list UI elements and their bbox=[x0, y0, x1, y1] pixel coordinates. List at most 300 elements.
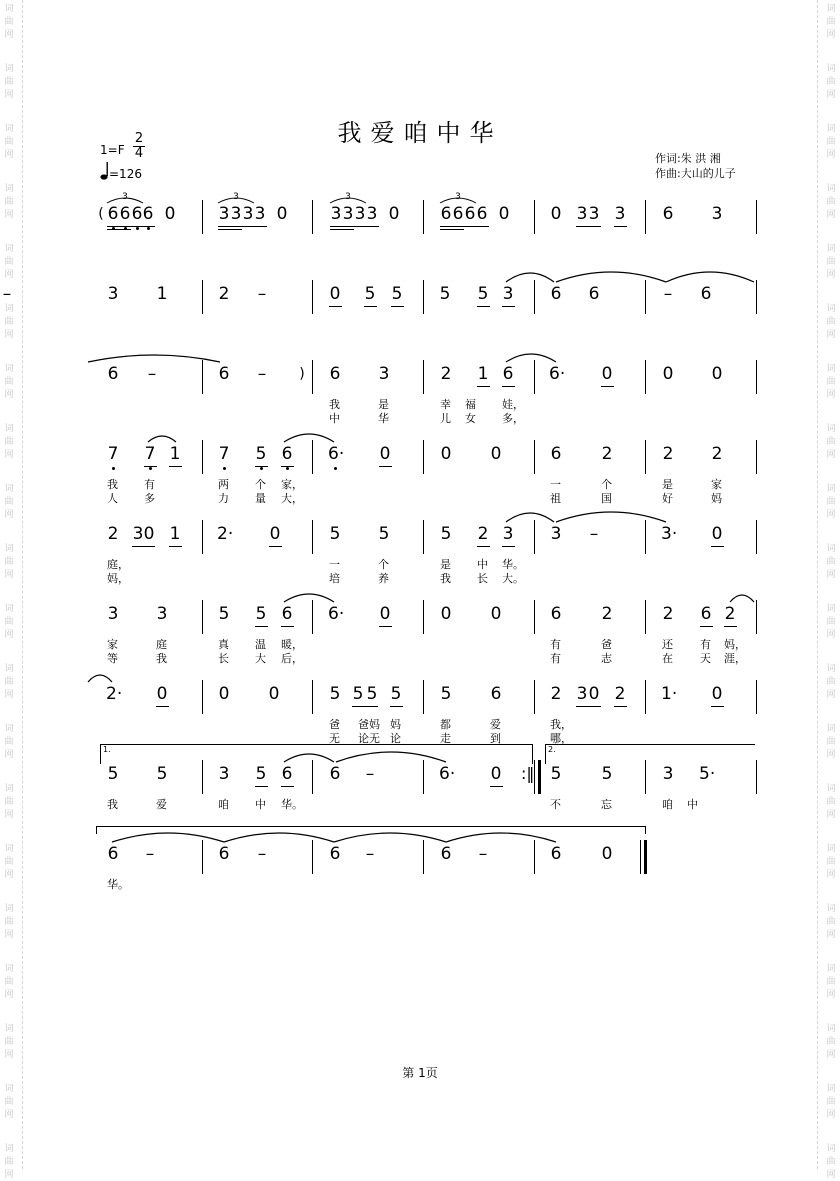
note-digit: 0 bbox=[490, 764, 502, 784]
lyric-syllable: 志 bbox=[601, 652, 612, 665]
lyric-syllable: 我 bbox=[329, 398, 340, 411]
note-digit: 1 bbox=[156, 284, 168, 304]
watermark-char: 词 bbox=[4, 4, 14, 14]
note-digit: 6 bbox=[662, 204, 674, 224]
watermark-char: 词 bbox=[826, 604, 836, 614]
note-digit: 6 bbox=[329, 764, 341, 784]
note-digit: ( bbox=[98, 206, 104, 222]
watermark-char: 曲 bbox=[4, 1097, 14, 1107]
note-digit: 2 bbox=[724, 604, 736, 624]
lyric-syllable: 咱 bbox=[218, 798, 229, 811]
lyric-syllable: 个 bbox=[601, 478, 612, 491]
lyric-syllable: 中 bbox=[329, 412, 340, 425]
note-digit: 5 bbox=[390, 684, 402, 704]
note-digit: 0 bbox=[711, 524, 723, 544]
note-digit: 3 bbox=[330, 204, 342, 224]
note-digit: 6 bbox=[588, 284, 600, 304]
watermark-char: 词 bbox=[4, 304, 14, 314]
watermark-char: 网 bbox=[4, 870, 14, 880]
note-digit: 0 bbox=[218, 684, 230, 704]
note-digit: 6 bbox=[329, 364, 341, 384]
note-digit: 6 bbox=[550, 844, 562, 864]
slur-arc bbox=[506, 354, 556, 362]
note-digit: 3 bbox=[614, 204, 626, 224]
lyric-syllable: 量 bbox=[255, 492, 266, 505]
watermark-char: 词 bbox=[4, 964, 14, 974]
lyric-syllable: 娃， bbox=[502, 398, 524, 411]
note-digit: 6 bbox=[550, 604, 562, 624]
note-digit: 5 bbox=[218, 604, 230, 624]
watermark-char: 网 bbox=[826, 510, 836, 520]
note-digit: 5 bbox=[439, 284, 451, 304]
note-digit: 7 bbox=[107, 444, 119, 464]
watermark-char: 曲 bbox=[4, 377, 14, 387]
lyric-syllable: 我 bbox=[107, 798, 118, 811]
lyric-syllable: 华。 bbox=[107, 878, 129, 891]
note-digit: ) bbox=[299, 366, 305, 382]
slur-arc bbox=[88, 675, 112, 682]
lyric-syllable: 养 bbox=[378, 572, 389, 585]
note-digit: 6· bbox=[549, 364, 566, 384]
note-digit: 0 bbox=[379, 604, 391, 624]
watermark-char: 网 bbox=[826, 570, 836, 580]
note-digit: – bbox=[147, 364, 157, 384]
watermark-char: 曲 bbox=[826, 377, 836, 387]
watermark-char: 曲 bbox=[4, 497, 14, 507]
lyric-syllable: 涯， bbox=[724, 652, 746, 665]
watermark-char: 词 bbox=[826, 964, 836, 974]
note-digit: 3 bbox=[218, 204, 230, 224]
lyric-syllable: 庭， bbox=[107, 558, 129, 571]
note-digit: 5 bbox=[391, 284, 403, 304]
watermark-char: 词 bbox=[826, 844, 836, 854]
watermark-char: 曲 bbox=[826, 197, 836, 207]
triplet-mark: 3 bbox=[233, 192, 239, 202]
lyric-syllable: 华。 bbox=[502, 558, 524, 571]
note-digit: 3 bbox=[254, 204, 266, 224]
watermark-char: 词 bbox=[4, 1144, 14, 1154]
lyric-syllable: 家 bbox=[711, 478, 722, 491]
lyric-syllable: 论 bbox=[390, 732, 401, 745]
note-digit: 0 bbox=[601, 364, 613, 384]
watermark-char: 词 bbox=[4, 664, 14, 674]
note-digit: 6 bbox=[550, 284, 562, 304]
key-signature: 1=F bbox=[100, 143, 125, 157]
watermark-char: 网 bbox=[826, 30, 836, 40]
note-digit: 3 bbox=[132, 524, 144, 544]
meter-top: 2 bbox=[134, 131, 144, 146]
note-digit: 2· bbox=[217, 524, 234, 544]
triplet-mark: 3 bbox=[122, 192, 128, 202]
slur-arc bbox=[446, 833, 556, 842]
slur-arc bbox=[556, 272, 666, 282]
note-digit: 6 bbox=[218, 844, 230, 864]
watermark-char: 网 bbox=[4, 750, 14, 760]
watermark-char: 曲 bbox=[826, 797, 836, 807]
lyric-syllable: 多， bbox=[502, 412, 524, 425]
watermark-char: 曲 bbox=[4, 257, 14, 267]
watermark-char: 曲 bbox=[4, 617, 14, 627]
note-digit: 6 bbox=[281, 764, 293, 784]
watermark-char: 网 bbox=[4, 90, 14, 100]
note-digit: 6· bbox=[328, 604, 345, 624]
lyric-syllable: 是 bbox=[378, 398, 389, 411]
volta-label-2: 2. bbox=[548, 745, 556, 754]
lyric-syllable: 我 bbox=[440, 572, 451, 585]
note-digit: 5 bbox=[255, 604, 267, 624]
watermark-char: 词 bbox=[826, 64, 836, 74]
note-digit: – bbox=[589, 524, 599, 544]
lyric-syllable: 爸 bbox=[601, 638, 612, 651]
watermark-char: 词 bbox=[826, 244, 836, 254]
note-digit: 0 bbox=[588, 684, 600, 704]
note-digit: 5 bbox=[255, 444, 267, 464]
watermark-char: 网 bbox=[826, 810, 836, 820]
note-digit: 6 bbox=[476, 204, 488, 224]
lyric-syllable: 都 bbox=[440, 718, 451, 731]
note-digit: 3 bbox=[711, 204, 723, 224]
lyric-syllable: 幸 bbox=[440, 398, 451, 411]
watermark-char: 网 bbox=[826, 1050, 836, 1060]
watermark-char: 曲 bbox=[4, 317, 14, 327]
watermark-char: 网 bbox=[4, 1170, 14, 1180]
watermark-char: 曲 bbox=[826, 737, 836, 747]
watermark-char: 网 bbox=[826, 870, 836, 880]
watermark-char: 网 bbox=[826, 630, 836, 640]
watermark-char: 网 bbox=[826, 750, 836, 760]
watermark-char: 词 bbox=[826, 304, 836, 314]
lyric-syllable: 有 bbox=[700, 638, 711, 651]
lyric-syllable: 长 bbox=[218, 652, 229, 665]
watermark-char: 词 bbox=[4, 184, 14, 194]
note-digit: 5 bbox=[156, 764, 168, 784]
watermark-char: 词 bbox=[826, 664, 836, 674]
slur-arc bbox=[506, 273, 554, 282]
note-digit: – bbox=[663, 284, 673, 304]
lyric-syllable: 力 bbox=[218, 492, 229, 505]
lyric-syllable: 中 bbox=[687, 798, 698, 811]
watermark-char: 网 bbox=[826, 930, 836, 940]
note-digit: 3 bbox=[502, 524, 514, 544]
note-digit: 2 bbox=[601, 604, 613, 624]
note-digit: 6 bbox=[107, 844, 119, 864]
note-digit: 6 bbox=[440, 204, 452, 224]
watermark-char: 曲 bbox=[4, 917, 14, 927]
note-digit: 3 bbox=[354, 204, 366, 224]
watermark-char: 网 bbox=[826, 1170, 836, 1180]
watermark-char: 词 bbox=[4, 904, 14, 914]
watermark-char: 词 bbox=[4, 424, 14, 434]
note-digit: 0 bbox=[490, 444, 502, 464]
lyric-syllable: 妈， bbox=[107, 572, 129, 585]
lyric-syllable: 家， bbox=[281, 478, 303, 491]
slur-arc bbox=[284, 434, 334, 442]
note-digit: 0 bbox=[329, 284, 341, 304]
note-digit: 2 bbox=[440, 364, 452, 384]
watermark-char: 词 bbox=[4, 64, 14, 74]
lyric-syllable: 华。 bbox=[281, 798, 303, 811]
note-digit: 0 bbox=[711, 364, 723, 384]
lyric-syllable: 等 bbox=[107, 652, 118, 665]
note-digit: 3 bbox=[576, 204, 588, 224]
note-digit: 2 bbox=[107, 524, 119, 544]
lyric-syllable: 人 bbox=[107, 492, 118, 505]
watermark-char: 词 bbox=[4, 604, 14, 614]
note-digit: 0 bbox=[711, 684, 723, 704]
note-digit: – bbox=[365, 764, 375, 784]
note-digit: 6 bbox=[131, 204, 143, 224]
note-digit: – bbox=[2, 284, 12, 304]
watermark-char: 网 bbox=[826, 330, 836, 340]
lyric-syllable: 爱 bbox=[156, 798, 167, 811]
note-digit: 5 bbox=[477, 284, 489, 304]
watermark-char: 曲 bbox=[826, 137, 836, 147]
watermark-char: 网 bbox=[826, 210, 836, 220]
watermark-char: 曲 bbox=[4, 437, 14, 447]
lyric-syllable: 我 bbox=[156, 652, 167, 665]
watermark-char: 曲 bbox=[826, 857, 836, 867]
watermark-char: 曲 bbox=[4, 1157, 14, 1167]
note-digit: 5 bbox=[352, 684, 364, 704]
watermark-char: 词 bbox=[826, 184, 836, 194]
lyric-syllable: 还 bbox=[662, 638, 673, 651]
watermark-char: 网 bbox=[826, 390, 836, 400]
note-digit: 5 bbox=[440, 524, 452, 544]
lyric-syllable: 有 bbox=[144, 478, 155, 491]
watermark-char: 词 bbox=[826, 364, 836, 374]
slur-arc bbox=[730, 595, 754, 602]
note-digit: 2 bbox=[711, 444, 723, 464]
watermark-char: 词 bbox=[4, 844, 14, 854]
watermark-char: 词 bbox=[4, 1084, 14, 1094]
lyric-syllable: 后， bbox=[281, 652, 303, 665]
lyric-syllable: 国 bbox=[601, 492, 612, 505]
note-digit: 6 bbox=[502, 364, 514, 384]
note-digit: 0 bbox=[156, 684, 168, 704]
watermark-char: 词 bbox=[826, 424, 836, 434]
watermark-char: 网 bbox=[4, 30, 14, 40]
note-digit: 3 bbox=[662, 764, 674, 784]
slur-arc bbox=[148, 436, 176, 442]
watermark-char: 曲 bbox=[826, 497, 836, 507]
watermark-char: 网 bbox=[4, 630, 14, 640]
lyric-syllable: 好 bbox=[662, 492, 673, 505]
lyric-syllable: 大， bbox=[281, 492, 303, 505]
lyric-syllable: 有 bbox=[550, 652, 561, 665]
note-digit: 6 bbox=[550, 444, 562, 464]
note-digit: 3 bbox=[550, 524, 562, 544]
watermark-char: 曲 bbox=[826, 977, 836, 987]
note-digit: 0 bbox=[379, 444, 391, 464]
lyric-syllable: 华 bbox=[378, 412, 389, 425]
watermark-char: 网 bbox=[4, 1110, 14, 1120]
lyricist-credit: 作词:朱 洪 湘 bbox=[655, 152, 721, 165]
note-digit: 6· bbox=[439, 764, 456, 784]
lyric-syllable: 两 bbox=[218, 478, 229, 491]
watermark-char: 词 bbox=[826, 784, 836, 794]
lyric-syllable: 是 bbox=[662, 478, 673, 491]
note-digit: 5 bbox=[364, 284, 376, 304]
note-digit: 3 bbox=[107, 604, 119, 624]
slur-arc bbox=[334, 833, 446, 842]
watermark-char: 词 bbox=[4, 724, 14, 734]
note-digit: 7 bbox=[144, 444, 156, 464]
watermark-char: 网 bbox=[826, 90, 836, 100]
note-digit: 0 bbox=[276, 204, 288, 224]
watermark-char: 网 bbox=[826, 1110, 836, 1120]
note-digit: 0 bbox=[143, 524, 155, 544]
note-digit: 6 bbox=[281, 444, 293, 464]
lyric-syllable: 一 bbox=[329, 558, 340, 571]
lyric-syllable: 无 bbox=[329, 732, 340, 745]
note-digit: 5 bbox=[601, 764, 613, 784]
note-digit: 3· bbox=[661, 524, 678, 544]
lyric-syllable: 女 bbox=[465, 412, 476, 425]
note-digit: 6· bbox=[328, 444, 345, 464]
watermark-char: 词 bbox=[826, 724, 836, 734]
note-digit: – bbox=[365, 844, 375, 864]
watermark-char: 曲 bbox=[4, 197, 14, 207]
page-number: 第 1页 bbox=[402, 1066, 438, 1080]
note-digit: 5· bbox=[699, 764, 716, 784]
watermark-char: 曲 bbox=[826, 17, 836, 27]
note-digit: 6 bbox=[329, 844, 341, 864]
lyric-syllable: 长 bbox=[477, 572, 488, 585]
triplet-mark: 3 bbox=[345, 192, 351, 202]
watermark-char: 曲 bbox=[826, 317, 836, 327]
slur-arc bbox=[112, 833, 224, 842]
lyric-syllable: 忘 bbox=[601, 798, 612, 811]
composer-credit: 作曲:大山的儿子 bbox=[655, 167, 736, 180]
lyric-syllable: 多 bbox=[144, 492, 155, 505]
note-digit: 2 bbox=[601, 444, 613, 464]
note-digit: 6 bbox=[452, 204, 464, 224]
watermark-char: 曲 bbox=[4, 557, 14, 567]
note-digit: 0 bbox=[440, 444, 452, 464]
note-digit: 6 bbox=[490, 684, 502, 704]
lyric-syllable: 儿 bbox=[440, 412, 451, 425]
note-digit: 0 bbox=[601, 844, 613, 864]
lyric-syllable: 培 bbox=[329, 572, 340, 585]
note-digit: 1 bbox=[477, 364, 489, 384]
watermark-char: 词 bbox=[826, 124, 836, 134]
watermark-char: 曲 bbox=[826, 257, 836, 267]
watermark-char: 词 bbox=[826, 4, 836, 14]
watermark-char: 曲 bbox=[4, 737, 14, 747]
lyric-syllable: 真 bbox=[218, 638, 229, 651]
watermark-char: 词 bbox=[826, 1144, 836, 1154]
lyric-syllable: 我 bbox=[107, 478, 118, 491]
watermark-char: 曲 bbox=[826, 77, 836, 87]
repeat-sign: :‖ bbox=[521, 764, 535, 783]
note-digit: 5 bbox=[378, 524, 390, 544]
watermark-char: 网 bbox=[4, 150, 14, 160]
watermark-char: 网 bbox=[826, 270, 836, 280]
note-digit: 2· bbox=[106, 684, 123, 704]
note-digit: 5 bbox=[107, 764, 119, 784]
note-digit: 1· bbox=[661, 684, 678, 704]
watermark-char: 曲 bbox=[4, 857, 14, 867]
lyric-syllable: 暖， bbox=[281, 638, 303, 651]
watermark-char: 网 bbox=[826, 690, 836, 700]
lyric-syllable: 有 bbox=[550, 638, 561, 651]
triplet-mark: 3 bbox=[455, 192, 461, 202]
lyric-syllable: 在 bbox=[662, 652, 673, 665]
watermark-char: 曲 bbox=[826, 677, 836, 687]
note-digit: 0 bbox=[164, 204, 176, 224]
note-digit: 1 bbox=[169, 524, 181, 544]
volta-label-1: 1. bbox=[103, 745, 111, 754]
watermark-char: 曲 bbox=[4, 1037, 14, 1047]
watermark-char: 词 bbox=[4, 124, 14, 134]
note-digit: 0 bbox=[440, 604, 452, 624]
slur-arc bbox=[336, 752, 446, 762]
note-digit: 2 bbox=[662, 444, 674, 464]
note-digit: – bbox=[145, 844, 155, 864]
note-digit: 6 bbox=[218, 364, 230, 384]
note-digit: 5 bbox=[329, 684, 341, 704]
note-digit: 3 bbox=[502, 284, 514, 304]
note-digit: 2 bbox=[477, 524, 489, 544]
lyric-syllable: 爸 bbox=[329, 718, 340, 731]
watermark-char: 网 bbox=[4, 510, 14, 520]
watermark-char: 曲 bbox=[826, 1037, 836, 1047]
watermark-char: 词 bbox=[4, 1024, 14, 1034]
note-digit: – bbox=[478, 844, 488, 864]
lyric-syllable: 爱 bbox=[490, 718, 501, 731]
watermark-char: 曲 bbox=[826, 1097, 836, 1107]
note-digit: 6 bbox=[107, 364, 119, 384]
slur-arc bbox=[556, 512, 666, 522]
note-digit: 0 bbox=[498, 204, 510, 224]
watermark-char: 网 bbox=[4, 210, 14, 220]
note-digit: – bbox=[257, 844, 267, 864]
watermark-char: 词 bbox=[826, 544, 836, 554]
watermark-char: 网 bbox=[4, 570, 14, 580]
note-digit: 3 bbox=[156, 604, 168, 624]
lyric-syllable: 是 bbox=[440, 558, 451, 571]
slur-arc bbox=[284, 594, 334, 602]
watermark-char: 曲 bbox=[826, 917, 836, 927]
lyric-syllable: 爸妈 bbox=[358, 718, 380, 731]
lyric-syllable: 天 bbox=[700, 652, 711, 665]
note-digit: 6 bbox=[700, 604, 712, 624]
note-digit: – bbox=[257, 284, 267, 304]
slur-arc bbox=[666, 272, 754, 282]
watermark-char: 网 bbox=[4, 450, 14, 460]
lyric-syllable: 家 bbox=[107, 638, 118, 651]
watermark-char: 网 bbox=[826, 450, 836, 460]
note-digit: 6 bbox=[119, 204, 131, 224]
note-digit: 3 bbox=[107, 284, 119, 304]
note-digit: 3 bbox=[366, 204, 378, 224]
lyric-syllable: 哪， bbox=[550, 732, 572, 745]
note-digit: 0 bbox=[388, 204, 400, 224]
note-digit: 6 bbox=[440, 844, 452, 864]
lyric-syllable: 妈 bbox=[390, 718, 401, 731]
lyric-syllable: 咱 bbox=[662, 798, 673, 811]
watermark-char: 网 bbox=[4, 810, 14, 820]
lyric-syllable: 个 bbox=[255, 478, 266, 491]
watermark-char: 网 bbox=[4, 990, 14, 1000]
note-digit: 5 bbox=[366, 684, 378, 704]
watermark-char: 网 bbox=[826, 990, 836, 1000]
note-digit: 1 bbox=[169, 444, 181, 464]
watermark-char: 词 bbox=[826, 1084, 836, 1094]
lyric-syllable: 祖 bbox=[550, 492, 561, 505]
watermark-char: 曲 bbox=[4, 977, 14, 987]
watermark-char: 词 bbox=[826, 484, 836, 494]
